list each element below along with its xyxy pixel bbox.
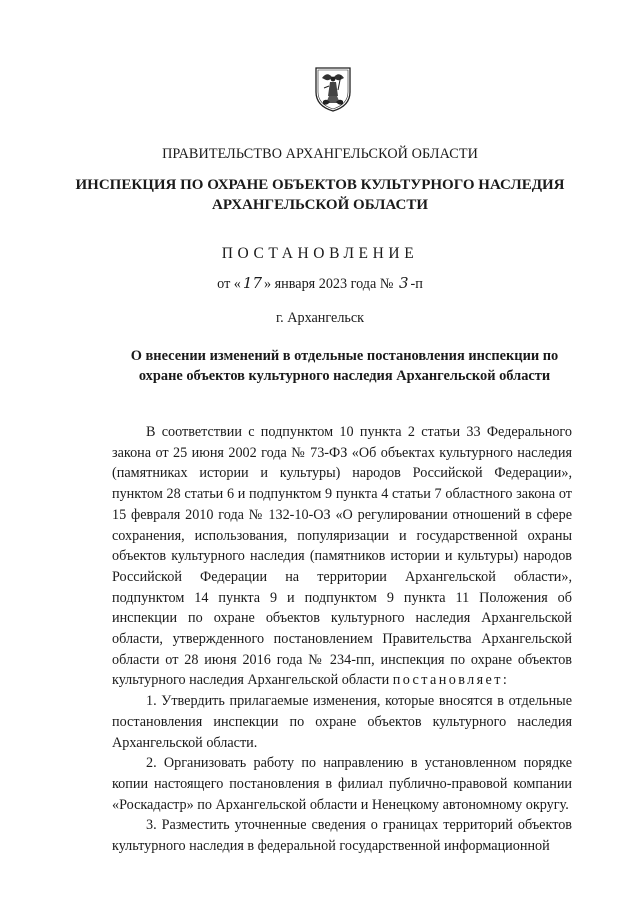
city: г. Архангельск: [275, 310, 365, 326]
inspection-title-line2: АРХАНГЕЛЬСКОЙ ОБЛАСТИ: [212, 197, 428, 213]
item-3: 3. Разместить уточненные сведения о границах территорий объектов культурного наследия в федеральной государственной информационной: [112, 817, 572, 855]
coat-of-arms-icon: [314, 66, 352, 112]
document-subject: О внесении изменений в отдельные постановления инспекции по охране объектов культурного наследия Архангельской области: [130, 348, 559, 384]
handwritten-number: 3: [398, 274, 409, 292]
government-name: ПРАВИТЕЛЬСТВО АРХАНГЕЛЬСКОЙ ОБЛАСТИ: [162, 146, 478, 162]
item-1: 1. Утвердить прилагаемые изменения, которые вносятся в отдельные постановления инспекции по охране объектов культурного наследия Архангельской области.: [112, 693, 572, 751]
preamble-paragraph: [112, 422, 572, 691]
date-prefix: от «: [217, 276, 241, 292]
decree-word: постановляет:: [392, 672, 510, 689]
document-body: [112, 422, 572, 857]
document-type: ПОСТАНОВЛЕНИЕ: [221, 245, 419, 262]
number-suffix: -п: [410, 276, 423, 292]
preamble-text: В соответствии с подпунктом 10 пункта 2 статьи 33 Федерального закона от 25 июня 2002 года № 73-ФЗ «Об объектах культурного наследия (памятниках истории и культуры) народов Российской Федерации», пунктом 28 статьи 6 и подпунктом 9 пункта 4 статьи 7 областного закона от 15 февраля 2010 года № 132-10-ОЗ «О регулировании отношений в сфере сохранения, использования, популяризации и государственной охраны объектов культурного наследия (памятников истории и культуры) народов Российской Федерации на территории Архангельской области», подпунктом 14 пункта 9 и подпунктом 9 пункта 11 Положения об инспекции по охране объектов культурного наследия Архангельской области, утвержденного постановлением Правительства Архангельской области от 28 июня 2016 года № 234-пп, инспекция по охране объектов культурного наследия Архангельской области: [112, 424, 572, 689]
handwritten-day: 17: [242, 274, 262, 292]
date-middle: » января 2023 года №: [264, 276, 394, 292]
inspection-title-line1: ИНСПЕКЦИЯ ПО ОХРАНЕ ОБЪЕКТОВ КУЛЬТУРНОГО НАСЛЕДИЯ: [75, 177, 565, 193]
inspection-title: [0, 175, 640, 215]
item-2: 2. Организовать работу по направлению в установленном порядке копии настоящего постановления в филиал публично-правовой компании «Роскадастр» по Архангельской области и Ненецкому автономному округу.: [112, 755, 572, 813]
date-line: [0, 274, 640, 293]
